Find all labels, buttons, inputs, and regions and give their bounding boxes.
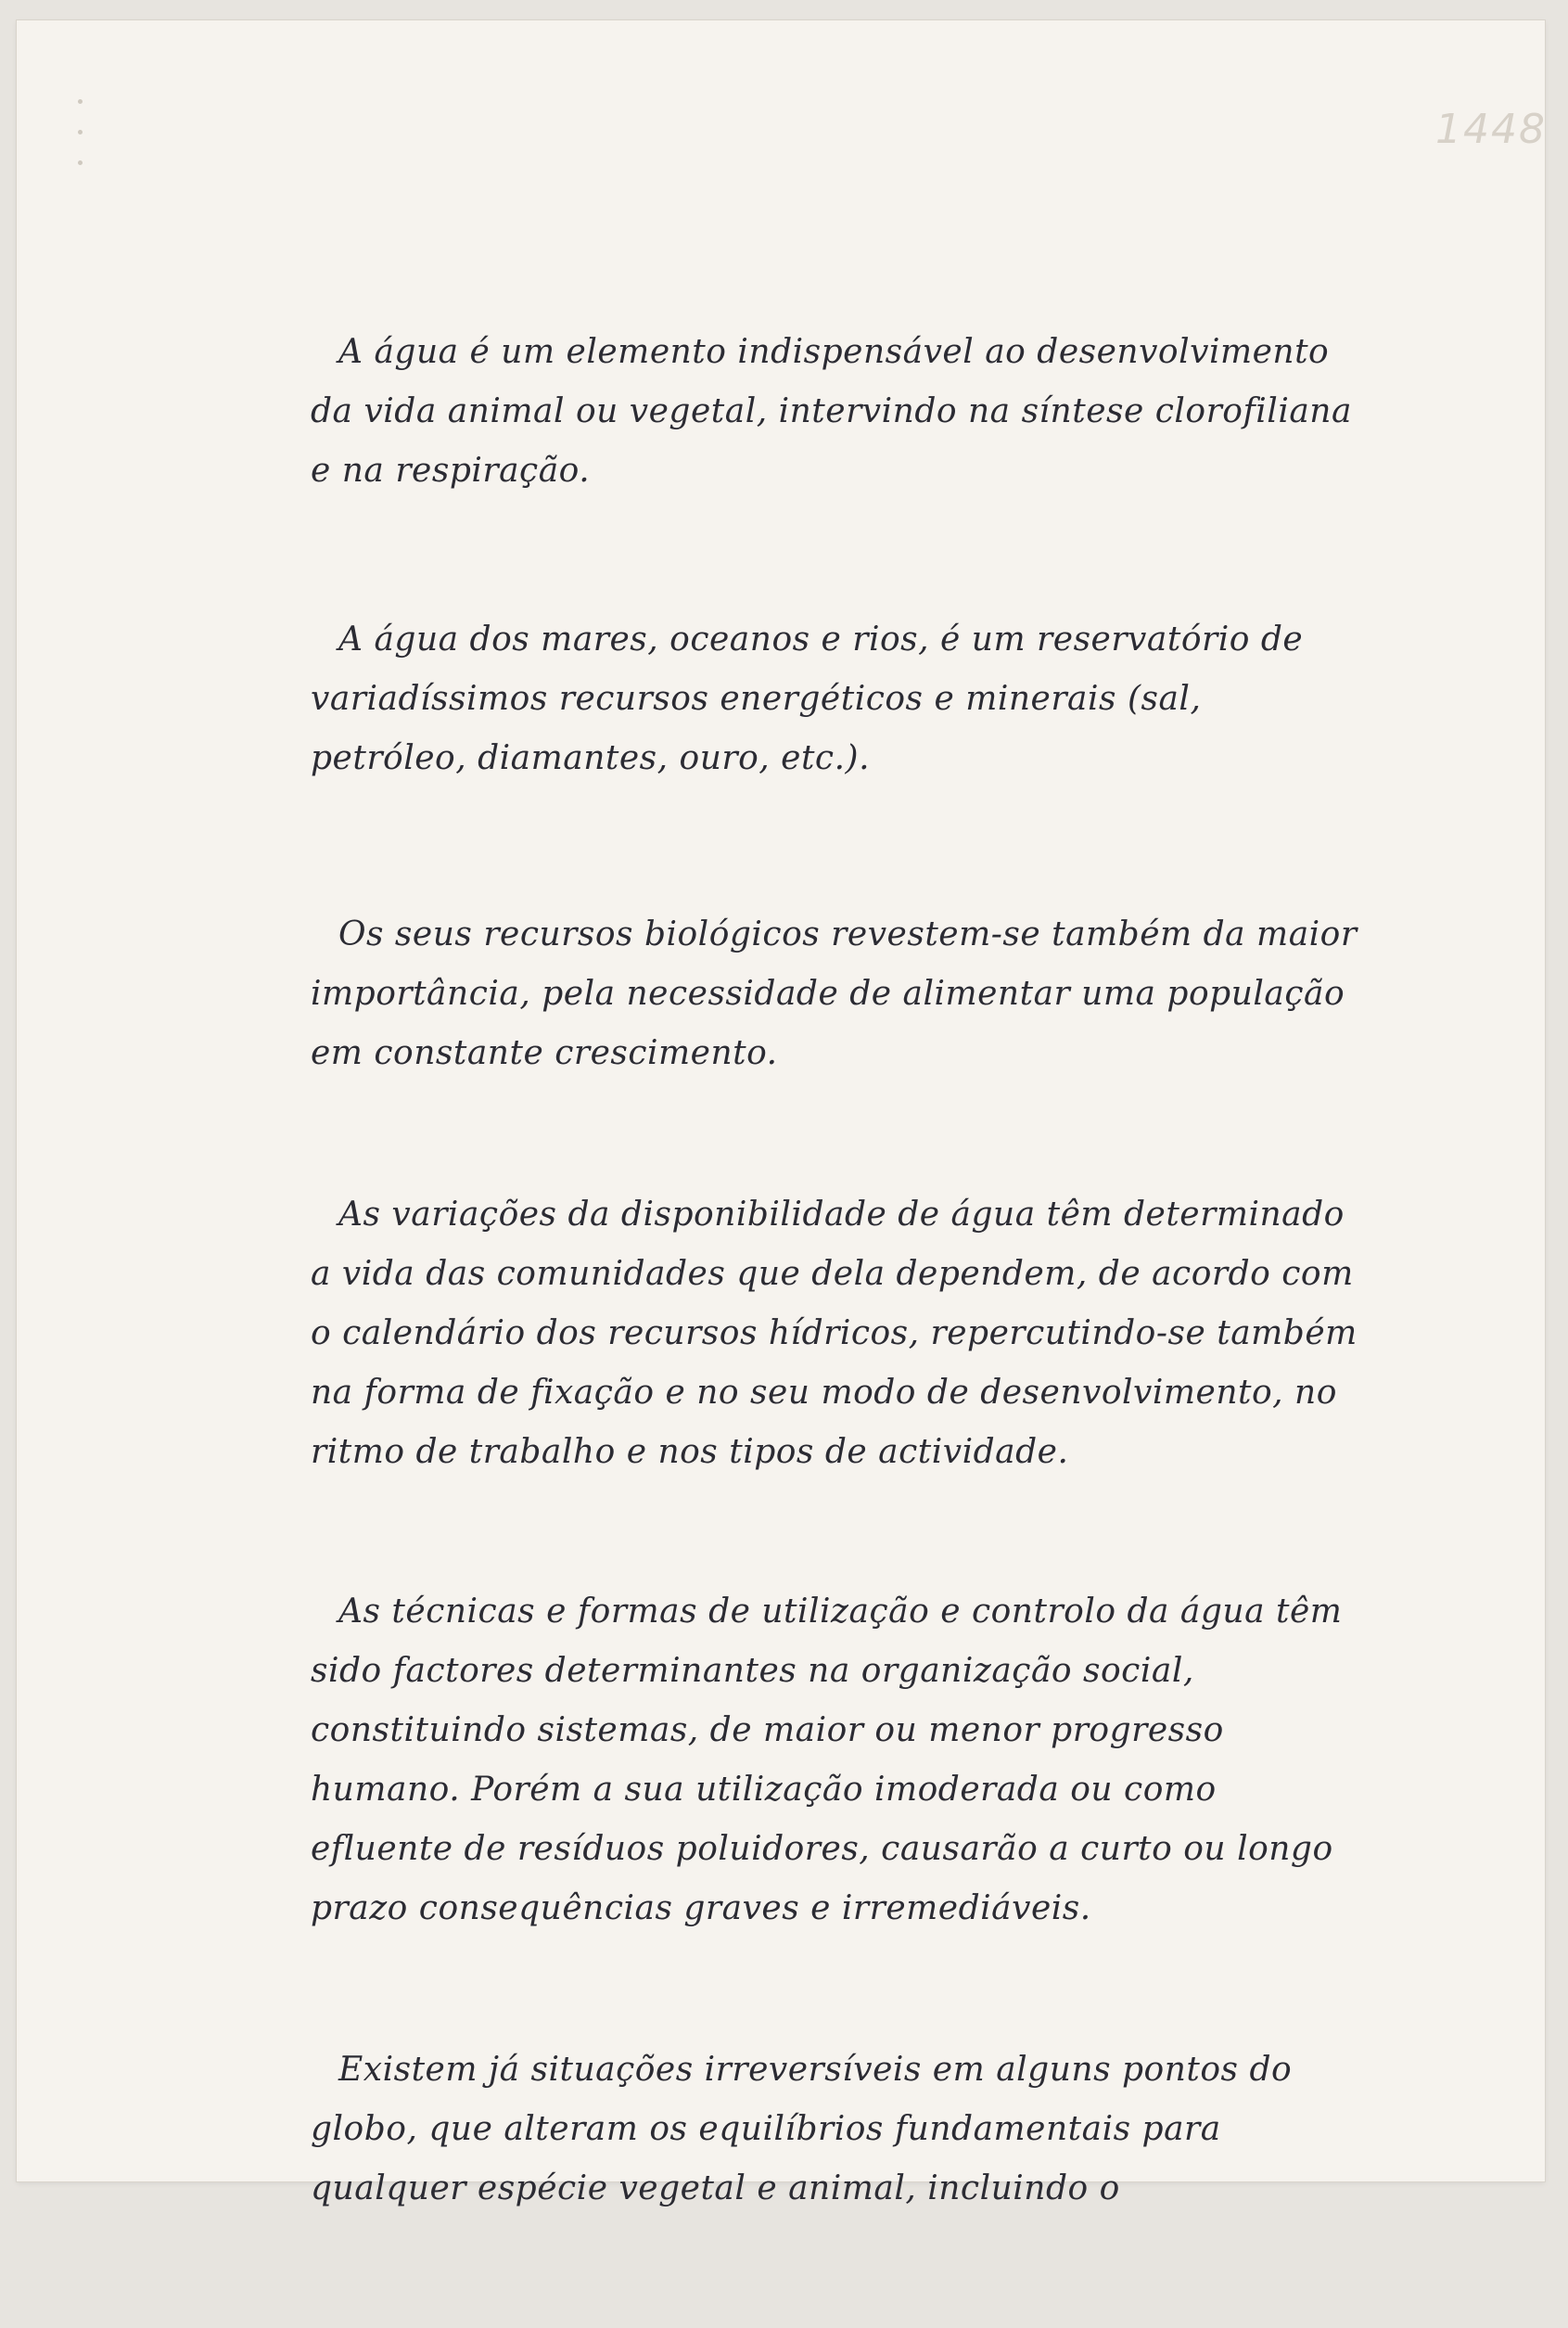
paragraph: A água dos mares, oceanos e rios, é um reservatório de variadíssimos recursos energéticos e minerais (sal, petróleo, diamantes, ouro, etc.). [311,620,1304,777]
hole-mark [78,130,83,134]
paragraph: A água é um elemento indispensável ao desenvolvimento da vida animal ou vegetal, intervindo na síntese clorofiliana e na respiração. [311,333,1352,490]
paragraph: Existem já situações irreversíveis em alguns pontos do globo, que alteram os equilíbrios fundamentais para qualquer espécie vegetal e animal, incluindo o [311,2051,1293,2207]
paragraph: As técnicas e formas de utilização e controlo da água têm sido factores determinantes na organização social, constituindo sistemas, de maior ou menor progresso humano. Porém a sua utilização imoderada ou como efluente de resíduos poluidores, causarão a curto ou longo prazo consequências graves e irremediáveis. [311,1593,1343,1927]
binder-hole-marks [74,99,87,229]
paragraph: As variações da disponibilidade de água têm determinado a vida das comunidades que dela dependem, de acordo com o calendário dos recursos hídricos, repercutindo-se também na forma de fixação e no seu modo de desenvolvimento, no ritmo de trabalho e nos tipos de actividade. [311,1196,1358,1471]
paragraph: Os seus recursos biológicos revestem-se também da maior importância, pela necessidade de alimentar uma população em constante crescimento. [311,915,1358,1072]
archive-number: 1448 [1435,106,1547,153]
handwritten-text [311,323,1358,2328]
hole-mark [78,99,83,104]
hole-mark [78,160,83,165]
